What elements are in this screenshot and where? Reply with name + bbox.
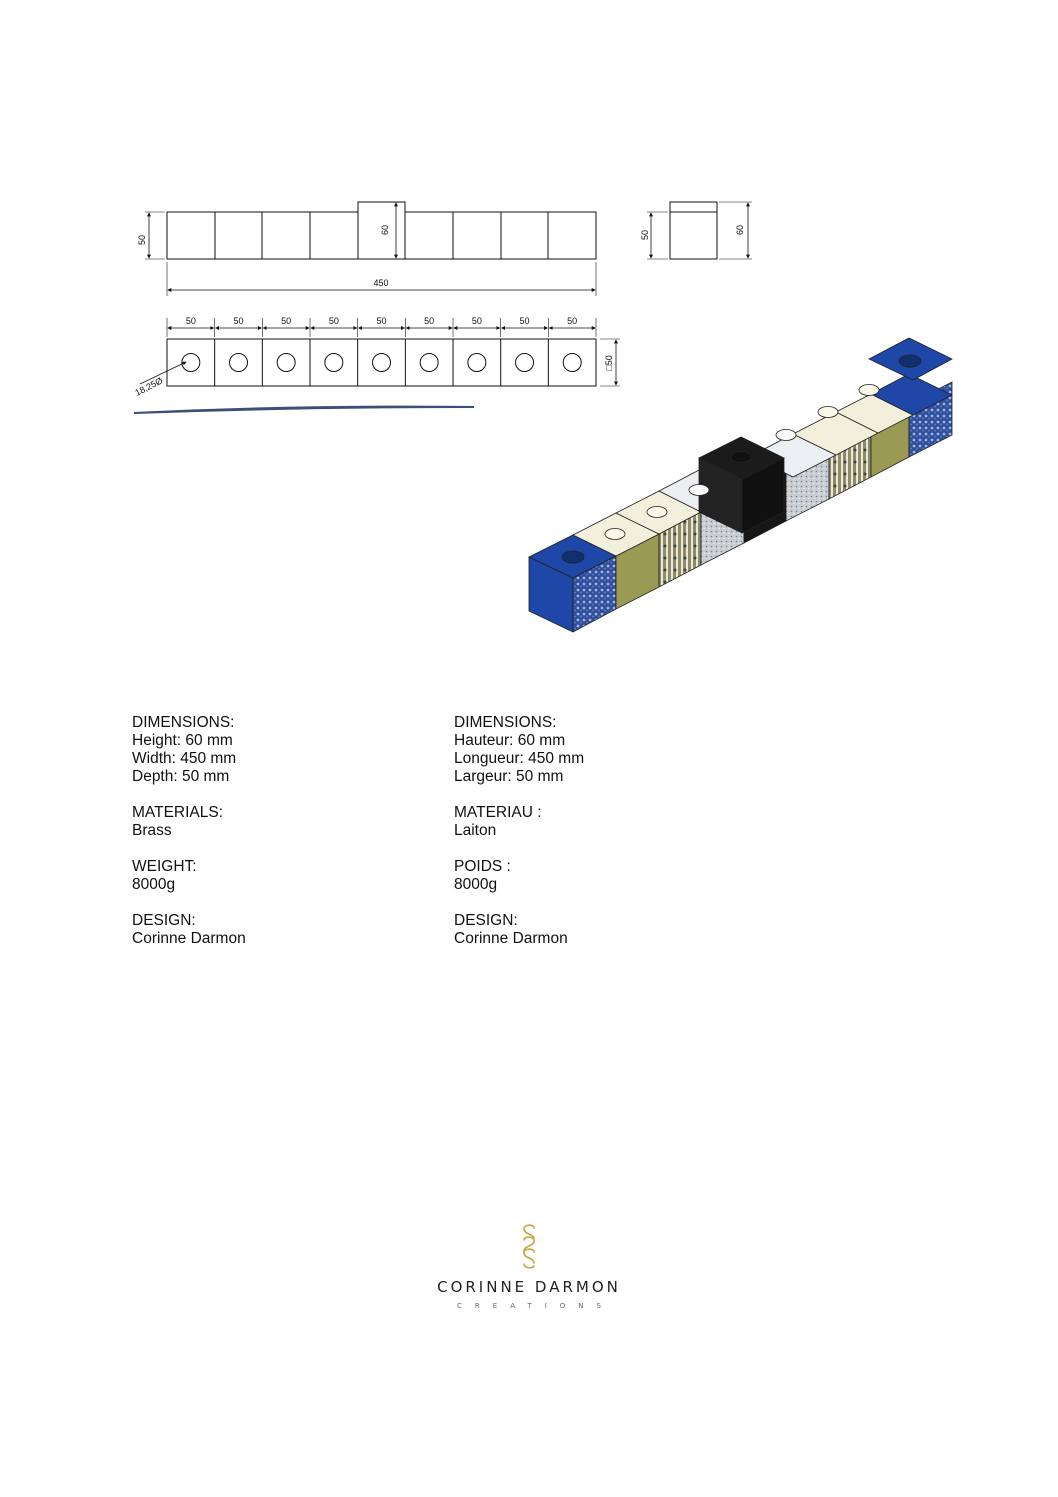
width-fr: Longueur: 450 mm	[454, 750, 585, 767]
segment-width-label: 50	[185, 316, 196, 326]
specs-english	[132, 714, 246, 966]
segment-width-label: 50	[471, 316, 482, 326]
segment-width-label: 50	[376, 316, 387, 326]
technical-drawing	[0, 0, 1058, 700]
front-width-label: 450	[373, 278, 389, 288]
depth-en: Depth: 50 mm	[132, 768, 230, 785]
dimensions-heading-en: DIMENSIONS:	[132, 714, 235, 731]
specs-french	[454, 714, 584, 966]
top-view-hole	[563, 354, 581, 372]
divider-line	[134, 406, 474, 414]
segment-width-label: 50	[233, 316, 244, 326]
segment-width-label: 50	[281, 316, 292, 326]
side-tall-label: 60	[735, 224, 745, 236]
front-tall-label: 60	[380, 224, 390, 236]
design-heading-fr: DESIGN:	[454, 912, 518, 929]
segment-width-label: 50	[424, 316, 435, 326]
top-view-hole	[373, 354, 391, 372]
top-view	[140, 318, 620, 386]
top-view-hole	[230, 354, 248, 372]
brand-subtitle: CREATIONS	[457, 1302, 614, 1310]
weight-heading-en: WEIGHT:	[132, 858, 197, 875]
top-view-hole	[325, 354, 343, 372]
segment-width-label: 50	[328, 316, 339, 326]
width-en: Width: 450 mm	[132, 750, 237, 767]
brand-name: CORINNE DARMON	[437, 1278, 621, 1296]
materials-heading-en: MATERIALS:	[132, 804, 224, 821]
materials-heading-fr: MATERIAU :	[454, 804, 542, 821]
dimensions-heading-fr: DIMENSIONS:	[454, 714, 557, 731]
segment-width-label: 50	[519, 316, 530, 326]
weight-heading-fr: POIDS :	[454, 858, 511, 875]
hole-diameter-label: 18,25Ø	[133, 375, 165, 398]
materials-value-en: Brass	[132, 822, 172, 839]
height-fr: Hauteur: 60 mm	[454, 732, 566, 749]
weight-value-en: 8000g	[132, 876, 176, 893]
segment-width-label: 50	[567, 316, 578, 326]
materials-value-fr: Laiton	[454, 822, 497, 839]
design-heading-en: DESIGN:	[132, 912, 196, 929]
top-depth-label: □50	[604, 355, 614, 371]
front-view	[145, 202, 596, 296]
depth-fr: Largeur: 50 mm	[454, 768, 564, 785]
top-view-hole	[420, 354, 438, 372]
weight-value-fr: 8000g	[454, 876, 498, 893]
side-height-label: 50	[640, 229, 650, 241]
top-view-hole	[468, 354, 486, 372]
brand-logo-icon	[514, 1222, 544, 1272]
design-value-fr: Corinne Darmon	[454, 930, 568, 947]
brand-footer	[0, 1222, 1058, 1310]
top-view-hole	[516, 354, 534, 372]
height-en: Height: 60 mm	[132, 732, 233, 749]
top-view-hole	[277, 354, 295, 372]
design-value-en: Corinne Darmon	[132, 930, 246, 947]
isometric-render	[529, 335, 952, 632]
front-height-label: 50	[137, 234, 147, 246]
